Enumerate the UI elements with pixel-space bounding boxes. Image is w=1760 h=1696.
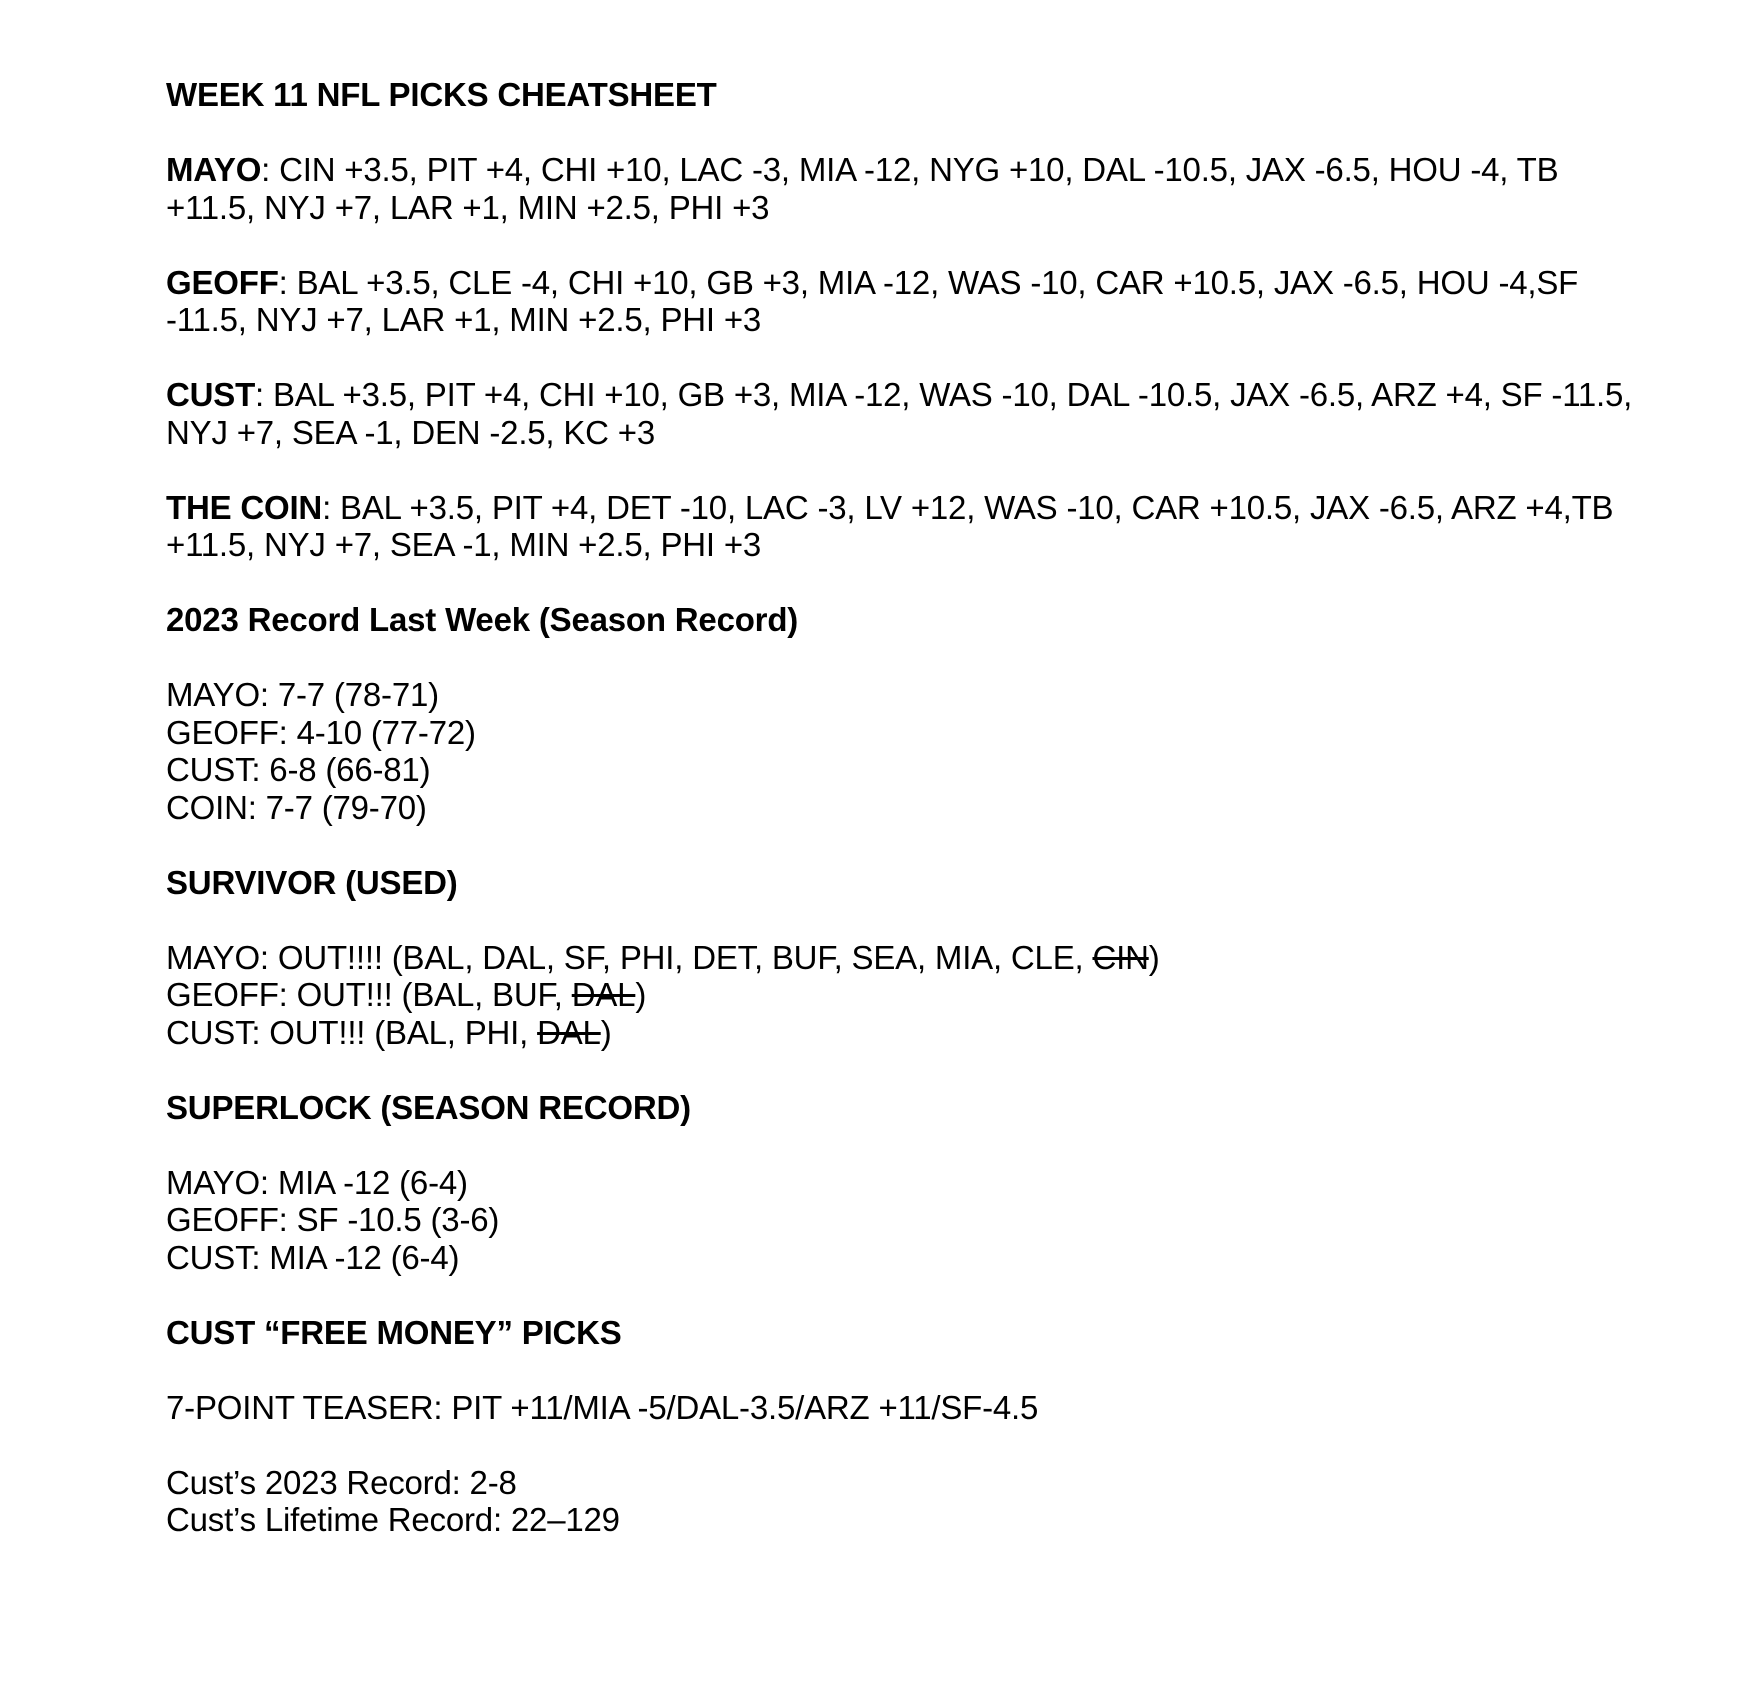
picks-geoff xyxy=(166,264,1646,339)
picker-picks: : CIN +3.5, PIT +4, CHI +10, LAC -3, MIA -12, NYG +10, DAL -10.5, JAX -6.5, HOU -4, TB +11.5, NYJ +7, LAR +1, MIN +2.5, PHI +3 xyxy=(166,151,1559,226)
cust-record-line: Cust’s Lifetime Record: 22–129 xyxy=(166,1501,620,1538)
superlock-line: GEOFF: SF -10.5 (3-6) xyxy=(166,1201,500,1238)
record-line: GEOFF: 4-10 (77-72) xyxy=(166,713,476,751)
picks-mayo xyxy=(166,151,1646,226)
survivor-used: CUST: OUT!!! (BAL, PHI, xyxy=(166,1013,538,1051)
survivor-struck-pick: DAL xyxy=(571,976,636,1013)
survivor-line xyxy=(166,939,1646,977)
survivor-struck-pick: DAL xyxy=(537,1013,601,1051)
picker-name: MAYO xyxy=(166,151,262,188)
teaser-line: 7-POINT TEASER: PIT +11/MIA -5/DAL-3.5/ARZ +11/SF-4.5 xyxy=(166,1388,1039,1426)
picker-picks: : BAL +3.5, PIT +4, DET -10, LAC -3, LV +12, WAS -10, CAR +10.5, JAX -6.5, ARZ +4,TB +11.5, NYJ +7, SEA -1, MIN +2.5, PHI +3 xyxy=(166,488,1614,563)
cust-record-line: Cust’s 2023 Record: 2-8 xyxy=(166,1463,517,1501)
picker-picks: : BAL +3.5, PIT +4, CHI +10, GB +3, MIA -12, WAS -10, DAL -10.5, JAX -6.5, ARZ +4, SF -11.5, NYJ +7, SEA -1, DEN -2.5, KC +3 xyxy=(166,376,1633,451)
picker-name: CUST xyxy=(166,376,256,413)
survivor-heading: SURVIVOR (USED) xyxy=(166,863,458,901)
survivor-line xyxy=(166,976,1646,1014)
survivor-close: ) xyxy=(600,1013,612,1051)
picks-coin xyxy=(166,489,1646,564)
page-title: WEEK 11 NFL PICKS CHEATSHEET xyxy=(166,76,717,113)
survivor-used: GEOFF: OUT!!! (BAL, BUF, xyxy=(166,976,572,1013)
record-line: COIN: 7-7 (79-70) xyxy=(166,788,427,826)
picker-name: THE COIN xyxy=(166,488,323,526)
document xyxy=(166,76,1646,1576)
record-line: MAYO: 7-7 (78-71) xyxy=(166,676,439,713)
picker-name: GEOFF xyxy=(166,263,279,301)
record-line: CUST: 6-8 (66-81) xyxy=(166,751,431,788)
survivor-line xyxy=(166,1014,1646,1052)
survivor-close: ) xyxy=(1148,938,1160,976)
picks-cust xyxy=(166,376,1646,451)
record-list xyxy=(166,676,1646,826)
survivor-struck-pick: CIN xyxy=(1092,938,1149,976)
cust-records xyxy=(166,1464,1646,1539)
picker-picks: : BAL +3.5, CLE -4, CHI +10, GB +3, MIA -12, WAS -10, CAR +10.5, JAX -6.5, HOU -4,SF -11.5, NYJ +7, LAR +1, MIN +2.5, PHI +3 xyxy=(166,263,1579,338)
survivor-list xyxy=(166,939,1646,1052)
record-heading: 2023 Record Last Week (Season Record) xyxy=(166,601,799,638)
superlock-line: CUST: MIA -12 (6-4) xyxy=(166,1238,460,1276)
superlock-line: MAYO: MIA -12 (6-4) xyxy=(166,1163,468,1201)
survivor-used: MAYO: OUT!!!! (BAL, DAL, SF, PHI, DET, BUF, SEA, MIA, CLE, xyxy=(166,938,1093,976)
free-money-heading: CUST “FREE MONEY” PICKS xyxy=(166,1313,622,1351)
survivor-close: ) xyxy=(635,976,647,1013)
superlock-heading: SUPERLOCK (SEASON RECORD) xyxy=(166,1088,691,1126)
superlock-list xyxy=(166,1164,1646,1277)
